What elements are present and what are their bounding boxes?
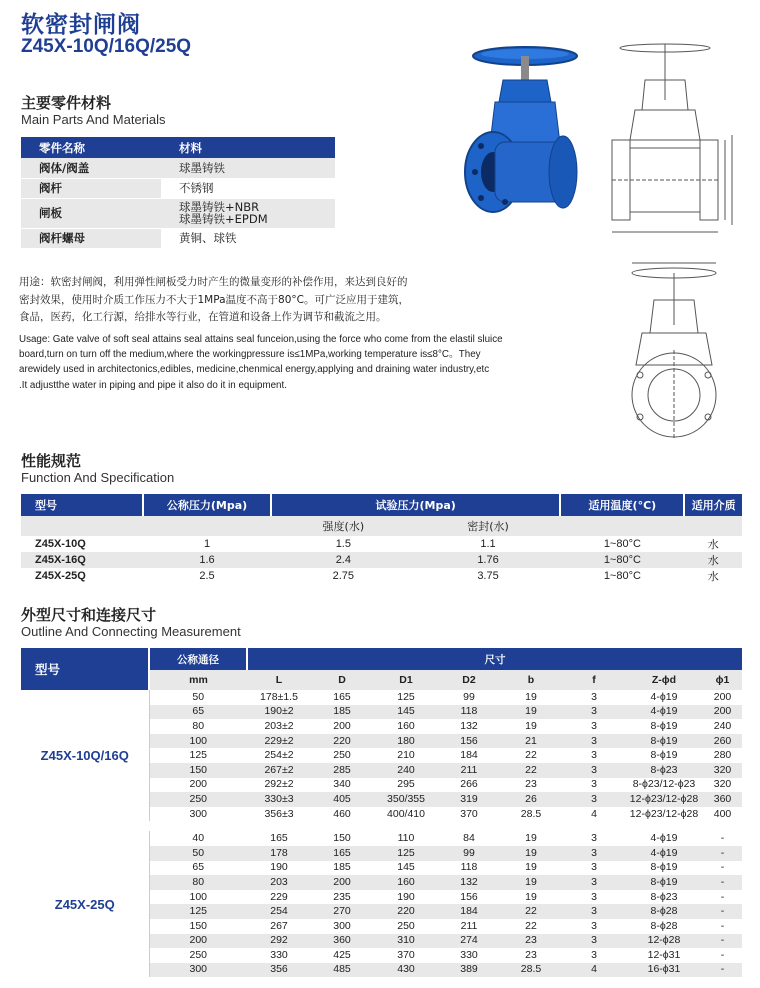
dim-cell: 99 [463,690,475,703]
dim-cell: 330 [460,948,478,961]
table-row [21,831,742,846]
dim-cell: 21 [499,734,563,749]
dim-cell: 23 [499,934,563,949]
spec-seal: 3.75 [477,570,499,582]
dim-cell: 8-ϕ19 [650,861,678,874]
sub-phi1: ϕ1 [703,670,742,690]
dim-cell: 8-ϕ19 [625,875,703,890]
part-name: 闸板 [21,198,161,228]
dim-cell: 220 [373,904,439,919]
model-title: Z45X-10Q/16Q/25Q [21,36,192,57]
table-row [21,178,335,198]
dim-cell: 184 [439,904,499,919]
spec-pn: 2.5 [199,570,215,582]
dim-cell: 292 [247,934,311,949]
spec-temp: 1~80°C [560,552,684,568]
dim-cell: 8-ϕ28 [625,904,703,919]
dim-cell: 274 [439,934,499,949]
dim-cell: 40 [192,832,205,845]
dim-cell: 184 [460,749,478,762]
spec-model: Z45X-16Q [21,552,143,568]
dim-cell: 3 [563,734,625,749]
dim-cell: 370 [397,948,415,961]
dim-cell: 300 [333,919,351,932]
spec-seal: 1.76 [416,552,561,568]
dim-cell: 4-ϕ19 [625,846,703,861]
dim-cell: 12-ϕ23/12-ϕ28 [625,792,703,807]
dim-cell: 50 [149,846,247,861]
dim-cell: 22 [499,763,563,778]
dim-cell: 8-ϕ23 [650,890,678,903]
dim-cell: 200 [713,690,732,703]
dim-cell: 100 [149,734,247,749]
dim-cell: 3 [563,904,625,919]
dim-cell: 280 [713,749,732,762]
dim-cell: - [703,846,742,861]
dim-cell: 210 [397,749,415,762]
dim-cell: 250 [149,792,247,807]
dim-cell: 145 [373,705,439,720]
dim-cell: 4 [563,963,625,978]
dim-cell: - [703,934,742,949]
dim-cell: 8-ϕ23 [625,763,703,778]
dim-cell: 180 [373,734,439,749]
dim-cell: 65 [192,861,205,874]
dim-cell: 200 [149,934,247,949]
col-medium: 适用介质 [684,494,742,516]
dim-cell: 430 [373,963,439,978]
materials-table [21,137,335,249]
dim-cell: 3 [591,778,597,791]
dim-cell: 132 [439,875,499,890]
dim-cell: 3 [563,934,625,949]
sub-f: f [563,670,625,690]
dim-cell: 229 [270,890,288,903]
dim-cell: 16-ϕ31 [625,963,703,978]
dim-cell: 295 [397,778,415,791]
col-model: 型号 [21,494,143,516]
dim-cell: 350/355 [373,792,439,807]
part-name: 阀体/阀盖 [21,158,161,178]
dim-cell: 19 [499,875,563,890]
dim-cell: 50 [192,690,205,703]
dim-cell: 203 [247,875,311,890]
dim-cell: 200 [189,778,208,791]
dim-cell: 118 [439,705,499,720]
dim-cell: 125 [373,846,439,861]
col-size: 尺寸 [247,648,742,670]
dim-cell: 254 [247,904,311,919]
dim-cell: 3 [591,832,597,845]
dim-cell: 28.5 [499,963,563,978]
dim-cell: 203±2 [264,719,294,732]
dim-cell: 235 [333,890,351,903]
dim-cell: 330±3 [247,792,311,807]
dim-cell: 330 [270,948,288,961]
table-row [21,228,335,248]
dim-cell: 300 [189,807,208,820]
dim-cell: 190 [397,890,415,903]
sub-seal: 密封(水) [416,516,561,536]
dim-cell: 200 [311,875,373,890]
usage-zh-line: 密封效果，使用时介质工作压力不大于1MPa温度不高于80°C。可广泛应用于建筑， [19,293,409,306]
dim-cell: 211 [460,919,478,932]
materials-heading-en: Main Parts And Materials [21,112,166,127]
spec-seal: 1.1 [480,538,496,550]
valve-drawing-front [600,40,750,240]
spec-medium: 水 [707,539,719,551]
dim-cell: 23 [525,948,537,961]
dim-cell: 240 [373,763,439,778]
dim-cell: 250 [397,919,415,932]
dim-cell: 3 [563,792,625,807]
dim-cell: 100 [189,890,208,903]
dim-cell: 165 [333,690,351,703]
dim-cell: 405 [311,792,373,807]
table-row [21,568,742,584]
dim-cell: 200 [333,719,351,732]
dim-cell: 99 [439,846,499,861]
materials-heading-zh: 主要零件材料 [21,94,112,112]
dim-cell: 320 [703,763,742,778]
dim-cell: 250 [333,749,351,762]
dim-cell: 8-ϕ19 [625,734,703,749]
dim-cell: 485 [311,963,373,978]
dim-cell: 370 [460,807,478,820]
dim-cell: 19 [499,846,563,861]
dim-cell: 3 [591,749,597,762]
dim-cell: 8-ϕ23/12-ϕ23 [632,778,696,791]
dim-cell: - [720,832,725,845]
dim-cell: 156 [439,734,499,749]
part-material: 不锈钢 [161,178,335,198]
part-material-line1: 球墨铸铁+NBR [179,200,260,214]
dim-cell: 254±2 [264,749,294,762]
sub-L: L [247,670,311,690]
dim-heading-zh: 外型尺寸和连接尺寸 [21,606,157,624]
dim-cell: 26 [499,792,563,807]
part-material: 球墨铸铁 [161,158,335,178]
dim-cell: 118 [460,861,478,874]
spec-model: Z45X-25Q [35,570,86,582]
dim-cell: 400 [713,807,732,820]
dim-cell: 84 [463,832,475,845]
dim-cell: 165 [270,832,288,845]
dim-cell: 240 [713,719,732,732]
dim-cell: 19 [525,832,537,845]
valve-photo [455,42,585,222]
usage-zh-line: 用途：软密封闸阀，利用弹性闸板受力时产生的微量变形的补偿作用，来达到良好的 [19,276,408,288]
dim-cell: 360 [311,934,373,949]
part-material: 黄铜、球铁 [161,228,335,248]
dim-cell: 125 [397,690,415,703]
dim-cell: 200 [703,705,742,720]
dim-cell: 310 [373,934,439,949]
dim-cell: 23 [525,778,537,791]
col-nominal-pressure: 公称压力(Mpa) [143,494,271,516]
col-model: 型号 [21,648,149,690]
dim-cell: 12-ϕ28 [625,934,703,949]
dim-cell: 65 [149,705,247,720]
sub-D1: D1 [373,670,439,690]
dim-cell: 300 [149,963,247,978]
dim-cell: 19 [525,890,537,903]
spec-strength: 2.75 [332,570,355,582]
col-material: 材料 [161,137,335,158]
spec-medium: 水 [684,552,742,568]
usage-en-line: .It adjustthe water in piping and pipe it also do it in equipment. [19,379,287,391]
dim-cell: 229±2 [247,734,311,749]
dim-cell: 3 [563,705,625,720]
dim-cell: 220 [311,734,373,749]
dimensions-table [21,648,742,977]
dim-cell: 150 [189,919,208,932]
table-row [21,536,742,552]
dim-cell: 3 [563,875,625,890]
dim-cell: 8-ϕ28 [650,919,678,932]
dim-cell: 270 [311,904,373,919]
dim-heading-en: Outline And Connecting Measurement [21,624,241,639]
dim-cell: 250 [189,948,208,961]
dim-cell: 260 [703,734,742,749]
dim-cell: 185 [311,705,373,720]
dim-cell: 356±3 [264,807,294,820]
dim-cell: 3 [563,763,625,778]
sub-D: D [311,670,373,690]
col-temperature: 适用温度(°C) [560,494,684,516]
dim-cell: 425 [333,948,351,961]
group-model: Z45X-10Q/16Q [21,690,149,821]
dim-cell: 190 [270,861,288,874]
spec-heading-en: Function And Specification [21,470,175,485]
dim-cell: - [703,875,742,890]
usage-en-line: Usage: Gate valve of soft seal attains seal attains seal funceion,using the force who come from the elastil sluice [19,334,503,345]
dim-cell: 267±2 [247,763,311,778]
spec-strength: 2.4 [271,552,416,568]
dim-cell: 3 [591,719,597,732]
dim-cell: 185 [333,861,351,874]
dim-cell: 178±1.5 [260,690,298,703]
dim-cell: - [720,919,725,932]
table-row [21,552,742,568]
group-spacer [21,821,742,831]
part-material [161,198,335,228]
dim-cell: 3 [591,690,597,703]
dim-cell: - [720,890,725,903]
sub-mm: mm [149,670,247,690]
dim-cell: 22 [525,749,537,762]
sub-strength: 强度(水) [271,516,416,536]
dim-cell: 3 [591,919,597,932]
spec-heading-zh: 性能规范 [21,452,82,470]
dim-cell: 356 [247,963,311,978]
dim-cell: 156 [460,890,478,903]
dim-cell: - [703,904,742,919]
dim-cell: 160 [397,719,415,732]
part-name: 阀杆螺母 [21,228,161,248]
dim-cell: 110 [397,832,415,845]
dim-cell: 360 [703,792,742,807]
dim-cell: 28.5 [520,807,542,820]
group-model: Z45X-25Q [21,831,149,977]
dim-cell: 267 [270,919,288,932]
dim-cell: 266 [460,778,478,791]
dim-cell: 4-ϕ19 [625,705,703,720]
dim-cell: 8-ϕ19 [650,719,678,732]
usage-text-en [19,332,519,393]
part-name: 阀杆 [21,178,161,198]
dim-cell: 3 [591,948,597,961]
col-part-name: 零件名称 [21,137,161,158]
page-title: 软密封闸阀 [21,12,141,38]
spec-table [21,494,742,584]
part-material-line2: 球墨铸铁+EPDM [179,212,268,226]
dim-cell: 285 [311,763,373,778]
spec-pn: 1.6 [143,552,271,568]
dim-cell: 3 [591,890,597,903]
usage-en-line: board,turn on turn off the medium,where the workingpressure is≤1MPa,working temperature is≤8°C。They [19,349,481,361]
table-row [21,198,335,228]
dim-cell: 178 [247,846,311,861]
sub-z-phid: Z-ϕd [625,670,703,690]
dim-cell: - [703,963,742,978]
dim-cell: 22 [499,904,563,919]
dim-cell: 150 [333,832,351,845]
sub-D2: D2 [439,670,499,690]
dim-cell: 292±2 [264,778,294,791]
dim-cell: 389 [439,963,499,978]
dim-cell: 132 [460,719,478,732]
dim-cell: 460 [333,807,351,820]
dim-cell: 125 [149,904,247,919]
table-row [21,158,335,178]
dim-cell: 3 [591,861,597,874]
spec-pn: 1 [203,538,211,550]
dim-cell: 4-ϕ19 [650,690,678,703]
dim-cell: 211 [439,763,499,778]
dim-cell: 320 [713,778,732,791]
sub-b: b [499,670,563,690]
dim-cell: 400/410 [387,807,425,820]
dim-cell: 4-ϕ19 [650,832,678,845]
valve-drawing-side [612,255,742,445]
dim-cell: - [720,948,725,961]
spec-medium: 水 [707,571,719,583]
usage-zh-line: 食品，医药，化工行源，给排水等行业，在管道和设备上作为调节和截流之用。 [19,311,387,323]
dim-cell: 19 [525,719,537,732]
dim-cell: 8-ϕ19 [650,749,678,762]
dim-cell: 19 [499,705,563,720]
dim-cell: 12-ϕ23/12-ϕ28 [629,807,699,820]
dim-cell: 145 [397,861,415,874]
spec-strength: 1.5 [335,538,351,550]
spec-temp: 1~80°C [603,538,641,550]
dim-cell: 22 [525,919,537,932]
dim-cell: 3 [563,846,625,861]
dim-cell: 190±2 [247,705,311,720]
dim-cell: 12-ϕ31 [647,948,681,961]
dim-cell: 319 [439,792,499,807]
dim-cell: - [720,861,725,874]
usage-text-zh [19,274,449,327]
dim-cell: 19 [525,861,537,874]
dim-cell: 165 [311,846,373,861]
dim-cell: 340 [333,778,351,791]
table-row [21,690,742,705]
dim-cell: 4 [591,807,597,820]
dim-cell: 80 [149,875,247,890]
spec-model: Z45X-10Q [35,538,86,550]
dim-cell: 125 [189,749,208,762]
spec-temp: 1~80°C [603,570,641,582]
col-test-pressure: 试验压力(Mpa) [271,494,560,516]
usage-en-line: arewidely used in architectonics,edibles, medicine,chenmical energy,applying and draining water industry,etc [19,364,490,376]
dim-cell: 19 [525,690,537,703]
dim-cell: 80 [192,719,205,732]
dim-cell: 160 [373,875,439,890]
dim-cell: 150 [149,763,247,778]
col-dn: 公称通径 [149,648,247,670]
